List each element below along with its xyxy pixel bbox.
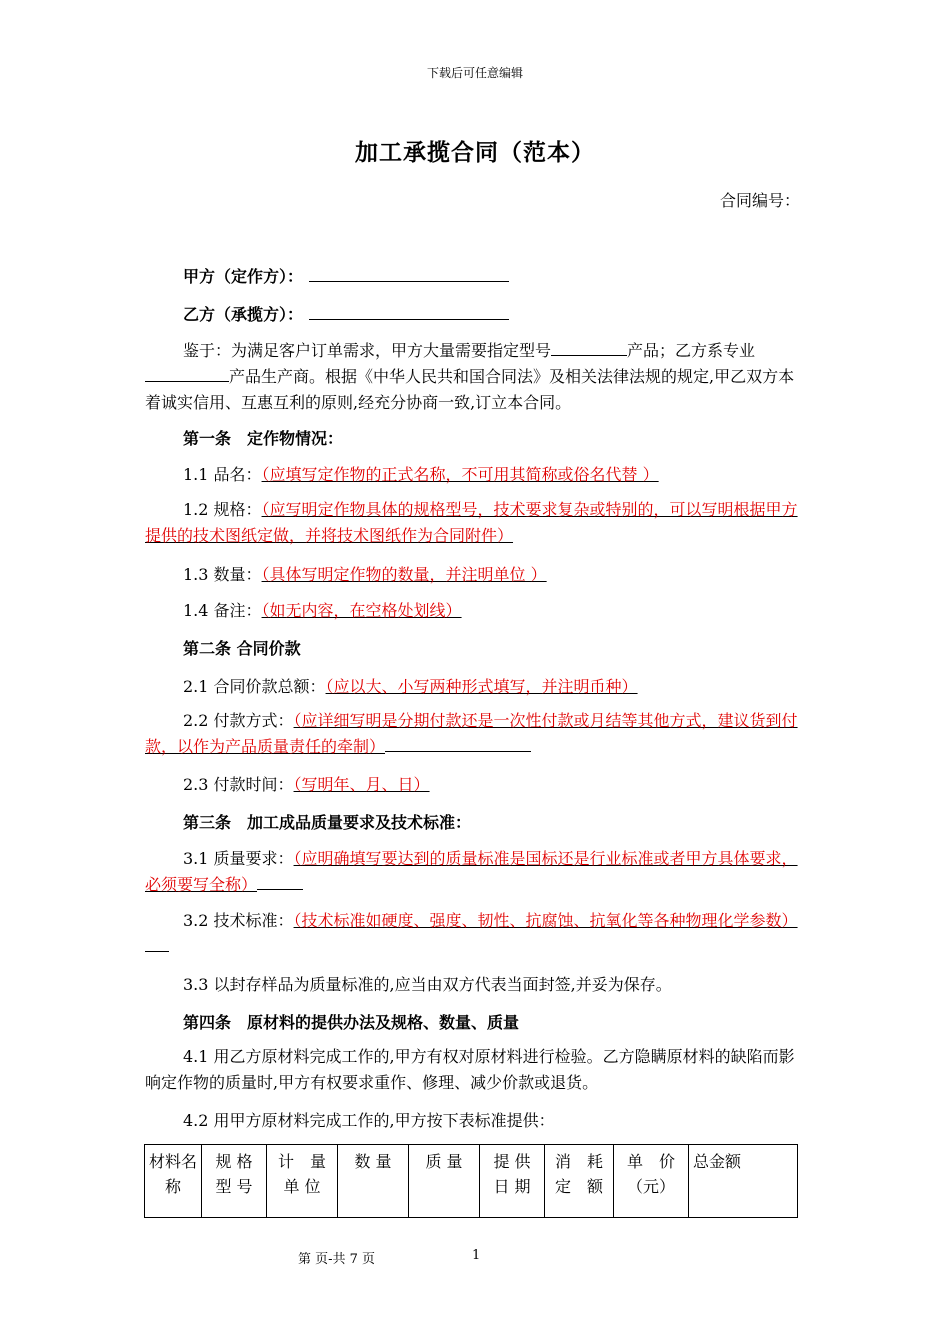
table-header-cell: 消 耗 定 额 [545,1145,614,1218]
item-label: 3.1 质量要求： [183,849,294,868]
table-header-cell: 数 量 [338,1145,409,1218]
party-a-line [183,264,509,287]
party-b-line [183,302,509,325]
table-header-cell: 提 供 日 期 [480,1145,545,1218]
item-2-2 [145,708,805,760]
table-header-cell: 质 量 [409,1145,480,1218]
contract-number-label: 合同编号： [719,191,800,210]
item-note: （应详细写明是分期付款还是一次性付款或月结等其他方式，建议货到付款，以作为产品质量责任的牵制） [145,711,798,756]
model-blank[interactable] [551,341,627,356]
page-number: 1 [472,1248,481,1263]
item-note: （应以大、小写两种形式填写，并注明币种） [325,677,638,696]
item-1-3 [183,562,547,585]
party-b-label: 乙方（承揽方）： [183,305,304,324]
page-count: 第 页-共 7 页 [298,1252,376,1267]
article-1-heading: 第一条 定作物情况： [183,429,344,448]
item-4-1: 4.1 用乙方原材料完成工作的,甲方有权对原材料进行检验。乙方隐瞒原材料的缺陷而影响定作物的质量时,甲方有权要求重作、修理、减少价款或退货。 [145,1047,795,1092]
item-label: 1.2 规格： [183,500,262,519]
preamble-text-3: 产品生产商。根据《中华人民共和国合同法》及相关法律法规的规定,甲乙双方本着诚实信用、互惠互利的原则,经充分协商一致,订立本合同。 [145,367,795,412]
item-label: 2.2 付款方式： [183,711,294,730]
table-header-cell: 材料名称 [145,1145,202,1218]
article-2-heading: 第二条 合同价款 [183,639,301,658]
item-label: 2.1 合同价款总额： [183,677,326,696]
article-3-heading: 第三条 加工成品质量要求及技术标准： [183,813,472,832]
item-label: 1.4 备注： [183,601,262,620]
table-header-cell: 计 量 单 位 [267,1145,338,1218]
item-3-1 [145,846,805,898]
item-note: （应明确填写要达到的质量标准是国标还是行业标准或者甲方具体要求，必须要写全称） [145,849,798,894]
preamble-paragraph [145,338,805,416]
item-note: （具体写明定作物的数量，并注明单位 ） [261,565,547,584]
table-header-cell: 单 价 （元） [614,1145,689,1218]
item-label: 1.3 数量： [183,565,262,584]
party-a-label: 甲方（定作方）： [183,267,304,286]
item-note: （如无内容，在空格处划线） [261,601,462,620]
item-3-2 [145,908,805,960]
item-label: 3.2 技术标准： [183,911,294,930]
party-b-blank[interactable] [309,305,509,320]
item-label: 1.1 品名： [183,465,262,484]
item-note: （写明年、月、日） [293,775,430,794]
standard-blank[interactable] [145,937,169,952]
quality-blank[interactable] [257,875,303,890]
table-header-cell: 规 格 型 号 [202,1145,267,1218]
item-1-4 [183,598,462,621]
item-1-1 [183,462,659,485]
document-title: 加工承揽合同（范本） [355,139,595,166]
party-a-blank[interactable] [309,267,509,282]
item-4-2: 4.2 用甲方原材料完成工作的,甲方按下表标准提供： [183,1111,555,1130]
profession-blank[interactable] [145,367,229,382]
materials-table [144,1144,798,1218]
page-header: 下载后可任意编辑 [426,66,523,80]
item-1-2 [145,497,805,549]
item-2-3 [183,772,430,795]
table-header-cell: 总金额 [689,1145,798,1218]
preamble-text-1: 鉴于：为满足客户订单需求，甲方大量需要指定型号 [183,341,552,360]
item-note: （技术标准如硬度、强度、韧性、抗腐蚀、抗氧化等各种物理化学参数） [293,911,798,930]
item-note: （应填写定作物的正式名称，不可用其简称或俗名代替 ） [261,465,659,484]
article-4-heading: 第四条 原材料的提供办法及规格、数量、质量 [183,1013,520,1032]
item-label: 2.3 付款时间： [183,775,294,794]
payment-blank[interactable] [385,737,531,752]
item-2-1 [183,674,638,697]
table-header-row [145,1145,798,1218]
item-note: （应写明定作物具体的规格型号，技术要求复杂或特别的，可以写明根据甲方提供的技术图纸定做，并将技术图纸作为合同附件） [145,500,798,545]
preamble-text-2: 产品；乙方系专业 [627,341,756,360]
item-3-3: 3.3 以封存样品为质量标准的,应当由双方代表当面封签,并妥为保存。 [183,975,672,994]
